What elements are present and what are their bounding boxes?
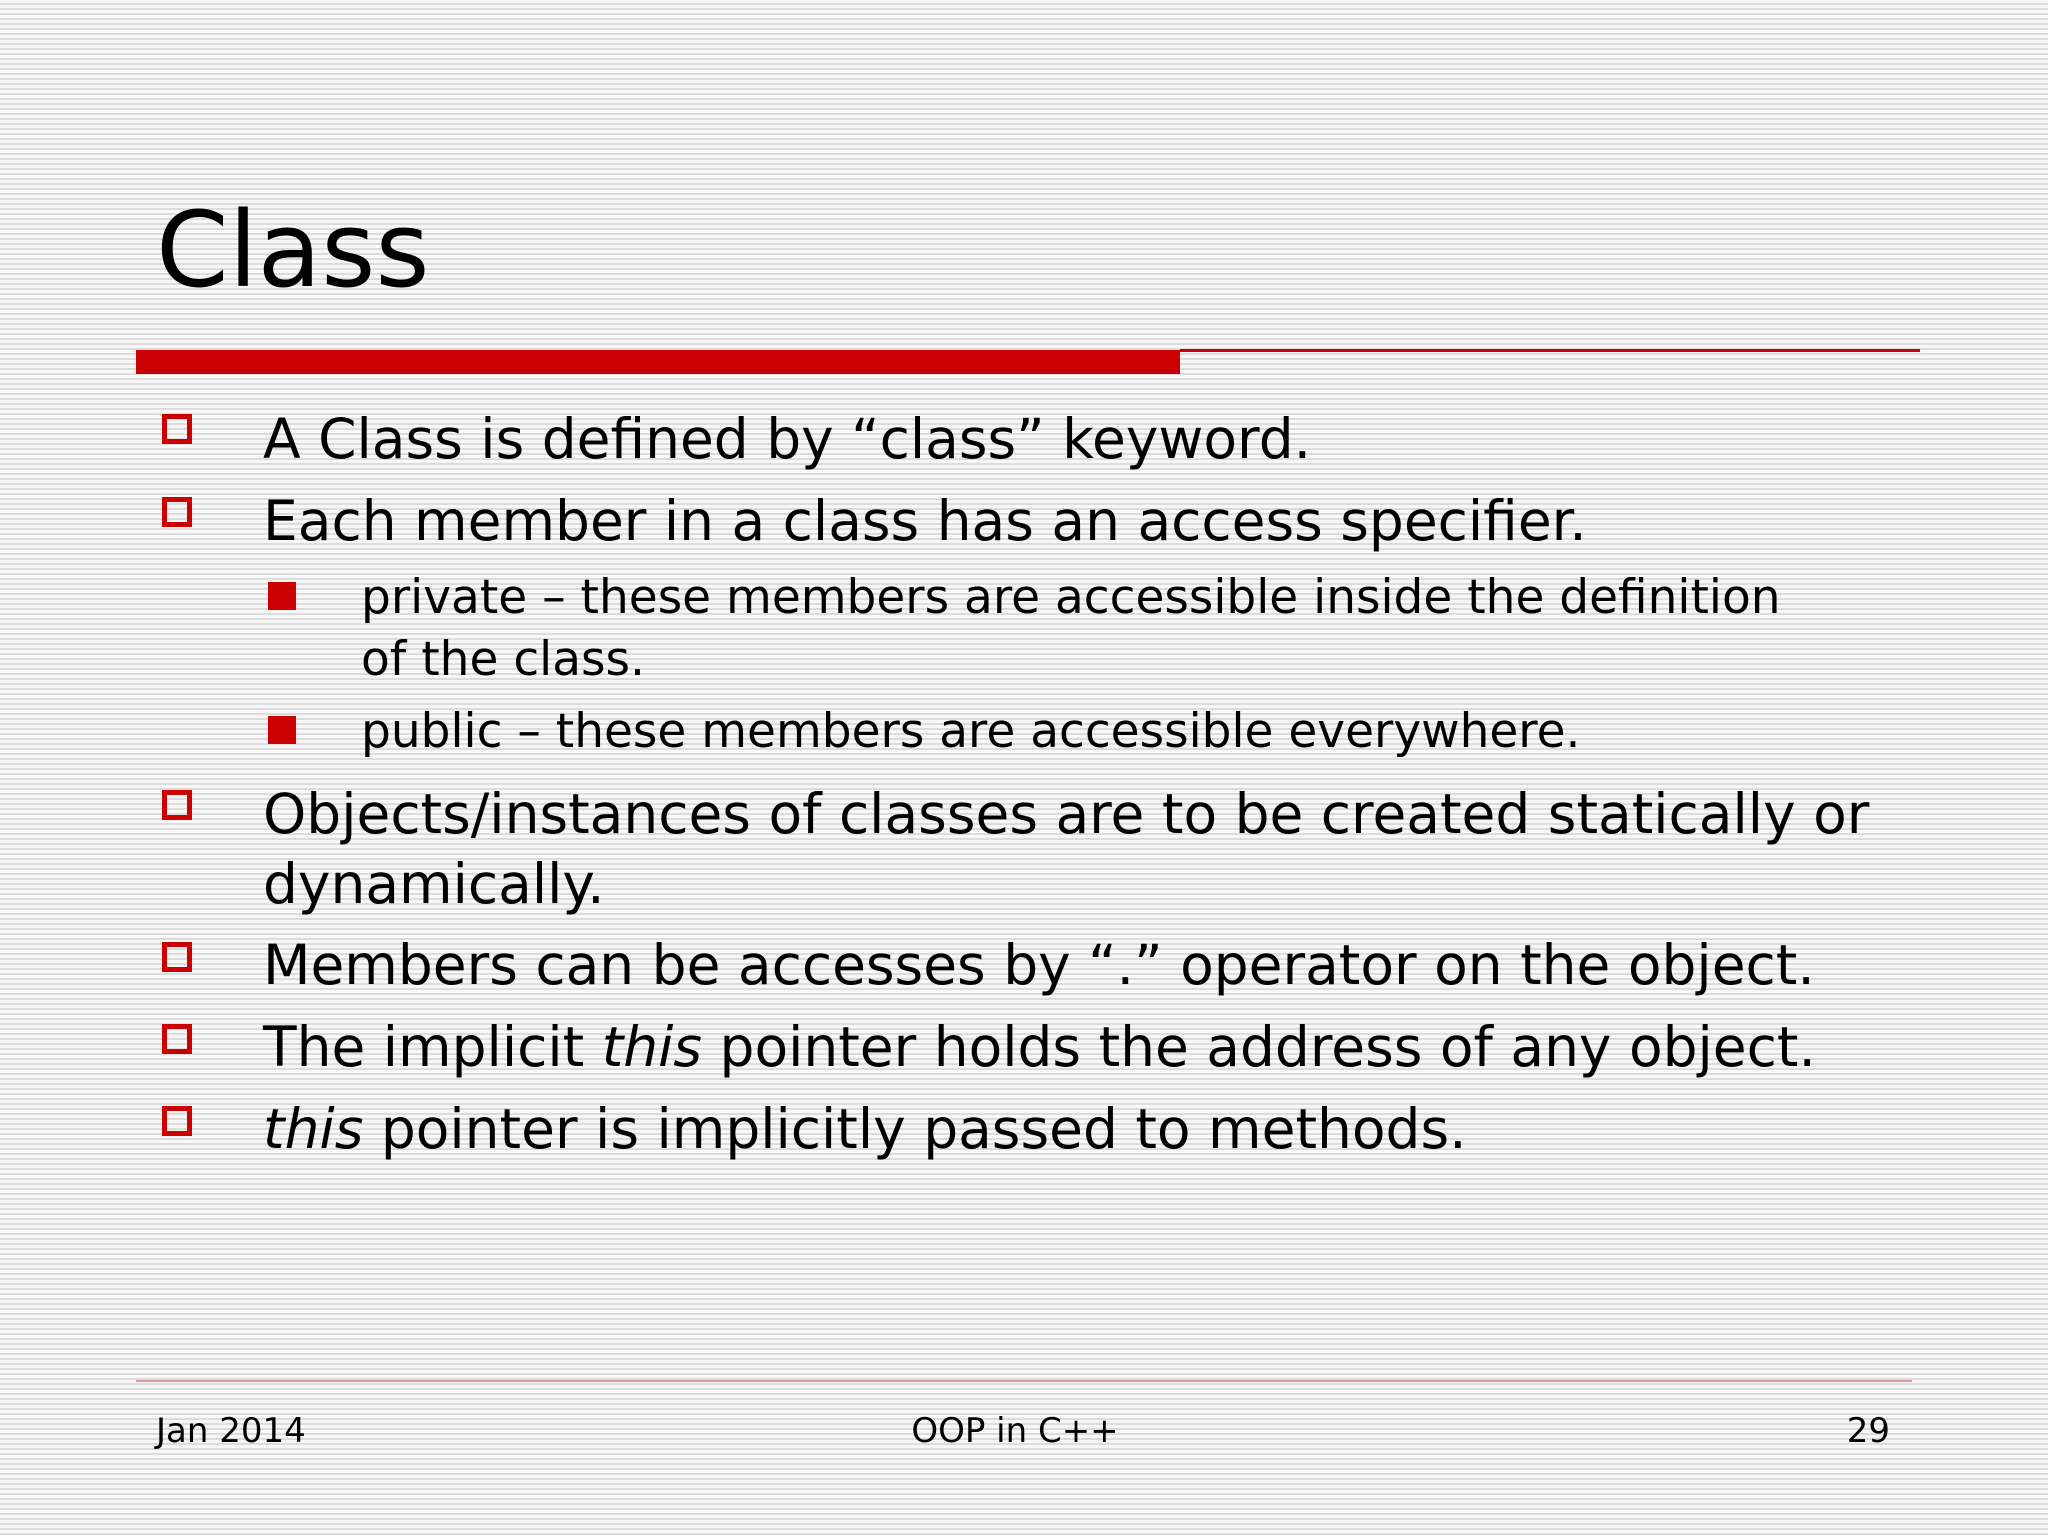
bullet-text: Members can be accesses by “.” operator on the object. xyxy=(263,933,1815,997)
sub-bullet-text-line-1: private – these members are accessible inside the definition xyxy=(361,570,1781,625)
sub-bullet-text: public – these members are accessible everywhere. xyxy=(361,704,1581,759)
bullet-text xyxy=(263,1094,1963,1164)
bullet-text xyxy=(263,1012,1963,1082)
solid-square-bullet-icon xyxy=(268,716,296,744)
sub-bullet-text-line-2: of the class. xyxy=(361,632,645,687)
title-underline-thick xyxy=(136,350,1180,374)
bullet-text-post: pointer is implicitly passed to methods. xyxy=(363,1097,1467,1161)
bullet-text-pre: The implicit xyxy=(263,1015,602,1079)
bullet-text: A Class is defined by “class” keyword. xyxy=(263,407,1312,471)
this-keyword: this xyxy=(263,1097,364,1161)
solid-square-bullet-icon xyxy=(268,582,296,610)
hollow-square-bullet-icon xyxy=(162,1106,192,1136)
footer-page-number: 29 xyxy=(1846,1411,1890,1451)
bullet-text-post: pointer holds the address of any object. xyxy=(702,1015,1816,1079)
title-underline-thin xyxy=(1180,349,1920,352)
slide-title: Class xyxy=(156,189,430,311)
footer-divider xyxy=(136,1380,1912,1382)
this-keyword: this xyxy=(601,1015,703,1079)
hollow-square-bullet-icon xyxy=(162,942,192,972)
footer-course-title: OOP in C++ xyxy=(911,1411,1119,1451)
bullet-text-line-1: Objects/instances of classes are to be created statically or xyxy=(263,782,1870,846)
footer-date: Jan 2014 xyxy=(156,1411,306,1451)
bullet-text-line-2: dynamically. xyxy=(263,852,605,916)
hollow-square-bullet-icon xyxy=(162,790,192,820)
hollow-square-bullet-icon xyxy=(162,497,192,527)
hollow-square-bullet-icon xyxy=(162,1024,192,1054)
hollow-square-bullet-icon xyxy=(162,414,192,444)
bullet-text: Each member in a class has an access specifier. xyxy=(263,489,1587,553)
